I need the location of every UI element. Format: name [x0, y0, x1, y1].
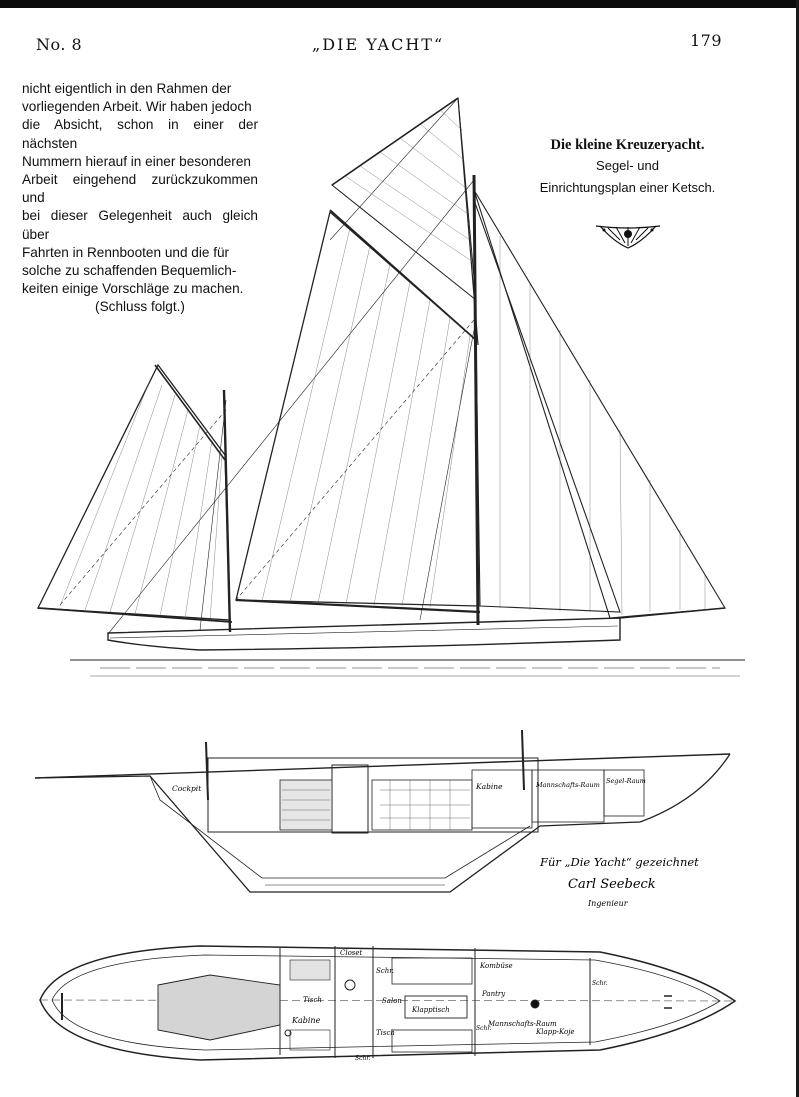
plan-label-schr-4: Schr. — [592, 980, 608, 987]
article-line: solche zu schaffenden Bequemlich- — [22, 263, 237, 279]
signature-title: Ingenieur — [588, 899, 628, 908]
plan-label-kombuese: Kombüse — [480, 962, 513, 970]
caption-line2: Einrichtungsplan einer Ketsch. — [539, 180, 716, 195]
profile-label-kabine: Kabine — [476, 782, 503, 791]
profile-label-mannschafts: Mannschafts-Raum — [536, 781, 600, 789]
plan-label-tisch-2: Tisch — [376, 1029, 395, 1037]
plan-label-klapp-koje: Klapp-Koje — [536, 1028, 575, 1036]
article-line: bei dieser Gelegenheit auch gleich über — [22, 208, 258, 242]
caption-line1: Segel- und — [596, 158, 659, 173]
issue-number: No. 8 — [36, 35, 83, 54]
plan-label-schr-2: Schr. — [476, 1025, 492, 1032]
profile-label-segel: Segel-Raum — [606, 777, 646, 785]
plan-label-schr-3: Schr. — [355, 1055, 371, 1062]
plan-label-salon: Salon — [382, 997, 402, 1005]
article-line: nicht eigentlich in den Rahmen der — [22, 81, 232, 96]
plan-label-closet: Closet — [340, 949, 363, 957]
plan-label-schr-1: Schr. — [376, 967, 395, 975]
article-line: Arbeit eingehend zurückzukommen und — [22, 172, 258, 206]
ornament-icon — [596, 226, 660, 248]
plan-label-tisch: Tisch — [303, 996, 322, 1004]
plan-label-pantry: Pantry — [482, 990, 506, 998]
article-line: Nummern hierauf in einer besonderen — [22, 153, 251, 169]
plan-label-kabine: Kabine — [292, 1016, 321, 1025]
sail-plan-drawing — [38, 98, 745, 676]
page-number: 179 — [690, 31, 723, 50]
signature-name: Carl Seebeck — [568, 877, 656, 892]
article-line: Fahrten in Rennbooten und die für — [22, 244, 230, 260]
caption-title: Die kleine Kreuzeryacht. — [550, 137, 705, 153]
plan-label-klapptisch: Klapptisch — [412, 1006, 450, 1014]
article-line: die Absicht, schon in einer der nächsten — [22, 117, 258, 151]
magazine-title: „DIE YACHT“ — [312, 35, 445, 54]
article-closing: (Schluss folgt.) — [95, 299, 185, 315]
profile-label-cockpit: Cockpit — [172, 784, 202, 793]
article-line: vorliegenden Arbeit. Wir haben jedoch — [22, 99, 252, 115]
plan-label-mannschafts: Mannschafts-Raum — [488, 1020, 557, 1028]
article-line: keiten einige Vorschläge zu machen. — [22, 281, 244, 297]
signature-line1: Für „Die Yacht“ gezeichnet — [540, 855, 699, 869]
